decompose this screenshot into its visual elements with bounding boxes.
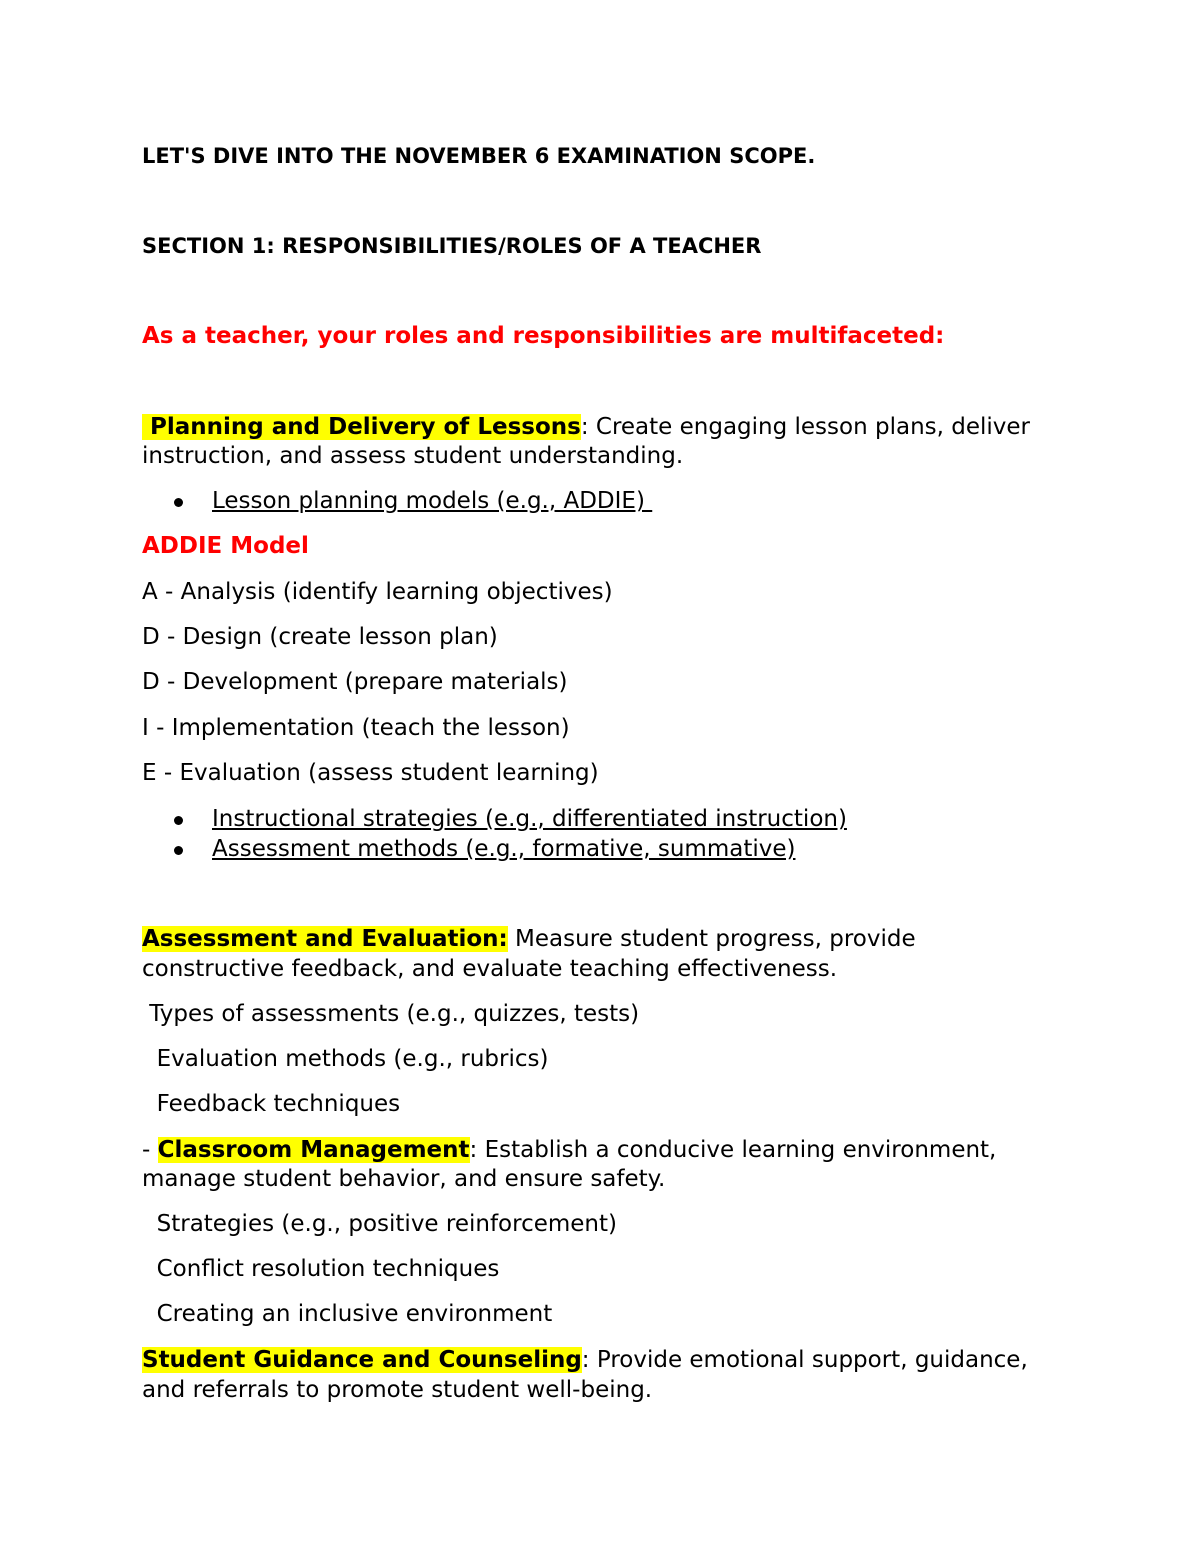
classroom-item: Conflict resolution techniques (142, 1256, 500, 1282)
classroom-line-2: manage student behavior, and ensure safety. (142, 1166, 666, 1192)
guidance-desc-1: : Provide emotional support, guidance, (581, 1347, 1028, 1373)
classroom-line-1 (142, 1135, 996, 1165)
classroom-label: Classroom Management (157, 1137, 470, 1163)
classroom-desc-1: : Establish a conducive learning environment, (469, 1137, 997, 1163)
assessment-desc-1: Measure student progress, provide (507, 926, 916, 952)
lesson-planning-bullet: Lesson planning models (e.g., ADDIE) (212, 488, 653, 514)
guidance-line-1 (142, 1345, 1028, 1375)
addie-bullet: Assessment methods (e.g., formative, summative) (212, 836, 796, 862)
intro-text: As a teacher, your roles and responsibilities are multifaceted: (142, 323, 945, 349)
classroom-item: Creating an inclusive environment (142, 1301, 553, 1327)
assessment-line-1 (142, 924, 916, 954)
addie-step: A - Analysis (identify learning objectives) (142, 579, 613, 605)
planning-label: Planning and Delivery of Lessons (142, 414, 581, 440)
guidance-line-2: and referrals to promote student well-being. (142, 1377, 653, 1403)
assessment-item: Feedback techniques (142, 1091, 401, 1117)
classroom-prefix: - (142, 1137, 158, 1163)
document-heading: LET'S DIVE INTO THE NOVEMBER 6 EXAMINATION SCOPE. (142, 144, 816, 168)
addie-step: D - Design (create lesson plan) (142, 624, 498, 650)
addie-step: D - Development (prepare materials) (142, 669, 568, 695)
planning-line-2: instruction, and assess student understanding. (142, 443, 684, 469)
addie-step: E - Evaluation (assess student learning) (142, 760, 599, 786)
assessment-item: Types of assessments (e.g., quizzes, tests) (142, 1001, 640, 1027)
guidance-label: Student Guidance and Counseling (142, 1347, 582, 1373)
assessment-item: Evaluation methods (e.g., rubrics) (142, 1046, 549, 1072)
classroom-item: Strategies (e.g., positive reinforcement) (142, 1211, 617, 1237)
bullet-icon (174, 846, 183, 855)
assessment-label: Assessment and Evaluation: (142, 926, 508, 952)
addie-bullet: Instructional strategies (e.g., differentiated instruction) (212, 806, 847, 832)
addie-step: I - Implementation (teach the lesson) (142, 715, 570, 741)
assessment-line-2: constructive feedback, and evaluate teaching effectiveness. (142, 956, 838, 982)
planning-line-1 (142, 412, 1030, 442)
section-title: SECTION 1: RESPONSIBILITIES/ROLES OF A TEACHER (142, 234, 762, 258)
planning-desc-1: : Create engaging lesson plans, deliver (580, 414, 1031, 440)
bullet-icon (174, 816, 183, 825)
bullet-icon (174, 498, 183, 507)
addie-title: ADDIE Model (142, 533, 309, 559)
